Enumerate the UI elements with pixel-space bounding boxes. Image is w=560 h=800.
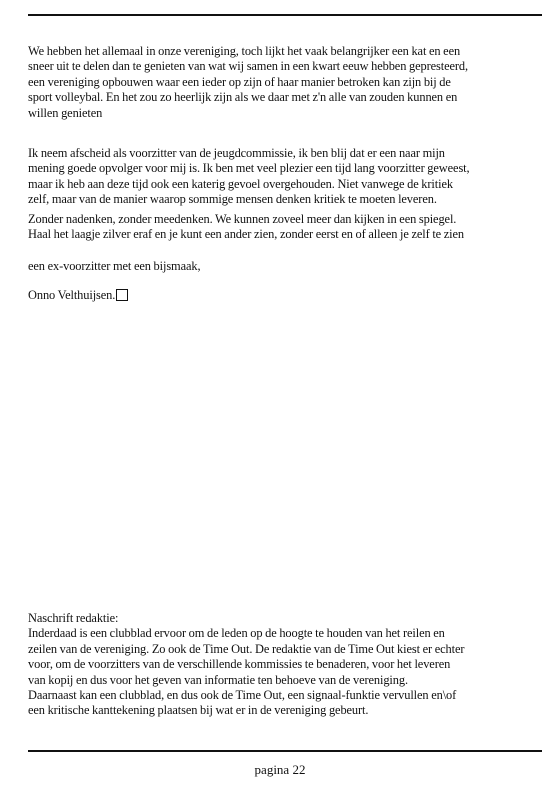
text-line: Ik neem afscheid als voorzitter van de jeugdcommissie, ik ben blij dat er een naar mijn [28, 146, 445, 160]
postscript-heading: Naschrift redaktie: [28, 611, 119, 625]
text-line: sport volleybal. En het zou zo heerlijk zijn als we daar met z'n alle van zouden kunnen en [28, 90, 458, 105]
text-line: mening goede opvolger voor mij is. Ik ben met veel plezier een tijd lang voorzitter geweest, [28, 161, 470, 176]
text-line: voor, om de voorzitters van de verschillende kommissies te benaderen, voor het leveren [28, 657, 451, 672]
text-line: Inderdaad is een clubblad ervoor om de leden op de hoogte te houden van het reilen en [28, 626, 445, 641]
page-number: pagina 22 [254, 762, 306, 777]
letter-signature [28, 288, 542, 303]
bottom-rule [28, 750, 542, 752]
text-line: willen genieten [28, 105, 103, 120]
text-line: maar ik heb aan deze tijd ook een katerig gevoel overgehouden. Niet vanwege de kritiek [28, 176, 453, 191]
letter-paragraph-2 [28, 146, 542, 208]
letter-closing [28, 259, 542, 274]
text-line: We hebben het allemaal in onze vereniging, toch lijkt het vaak belangrijker een kat en een [28, 44, 461, 58]
text-line: sneer uit te delen dan te genieten van wat wij samen in een kwart eeuw hebben gepresteerd, [28, 59, 468, 74]
text-line: Daarnaast kan een clubblad, en dus ook de Time Out, een signaal-funktie vervullen en\of [28, 688, 457, 703]
text-line: van kopij en dus voor het geven van informatie ten behoeve van de vereniging. [28, 672, 408, 687]
top-rule [28, 14, 542, 16]
signature-name: Onno Velthuijsen. [28, 288, 116, 302]
signature-line [28, 288, 542, 303]
text-line: zelf, maar van de manier waarop sommige mensen denken kritiek te moeten leveren. [28, 192, 437, 207]
end-mark-box-icon [116, 289, 128, 301]
letter-paragraph-3 [28, 212, 542, 243]
closing-line: een ex-voorzitter met een bijsmaak, [28, 259, 201, 273]
letter-paragraph-1 [28, 44, 542, 121]
text-line: een kritische kanttekening plaatsen bij wat er in de vereniging gebeurt. [28, 703, 369, 718]
text-line: Zonder nadenken, zonder meedenken. We kunnen zoveel meer dan kijken in een spiegel. [28, 212, 457, 226]
text-line: zeilen van de vereniging. Zo ook de Time Out. De redaktie van de Time Out kiest er echter [28, 641, 465, 656]
text-line: een vereniging opbouwen waar een ieder op zijn of haar manier betroken kan zijn bij de [28, 74, 451, 89]
editorial-postscript [28, 611, 542, 719]
text-line: Haal het laagje zilver eraf en je kunt een ander zien, zonder eerst en of alleen je zelf te zien [28, 227, 465, 242]
